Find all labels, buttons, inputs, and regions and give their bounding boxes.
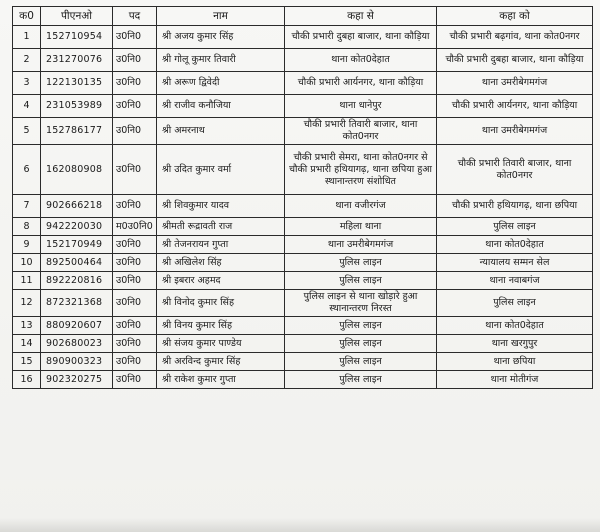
- cell-pno: 872321368: [41, 290, 113, 317]
- cell-from: थाना धानेपुर: [285, 95, 437, 118]
- cell-from: पुलिस लाइन: [285, 317, 437, 335]
- cell-pno: 902666218: [41, 195, 113, 218]
- cell-from: चौकी प्रभारी दुबहा बाजार, थाना कौड़िया: [285, 26, 437, 49]
- header-name: नाम: [157, 7, 285, 26]
- cell-post: उ0नि0: [113, 254, 157, 272]
- cell-to: थाना उमरीबेगमगंज: [437, 72, 593, 95]
- cell-name: श्री विनोद कुमार सिंह: [157, 290, 285, 317]
- cell-pno: 152786177: [41, 118, 113, 145]
- cell-serial: 6: [13, 145, 41, 195]
- header-from: कहा से: [285, 7, 437, 26]
- cell-post: उ0नि0: [113, 353, 157, 371]
- cell-pno: 942220030: [41, 218, 113, 236]
- table-row: [13, 195, 593, 218]
- cell-name: श्री इबरार अहमद: [157, 272, 285, 290]
- cell-serial: 3: [13, 72, 41, 95]
- cell-post: उ0नि0: [113, 371, 157, 389]
- cell-serial: 12: [13, 290, 41, 317]
- table-row: [13, 272, 593, 290]
- cell-pno: 231053989: [41, 95, 113, 118]
- table-row: [13, 254, 593, 272]
- cell-to: चौकी प्रभारी तिवारी बाजार, थाना कोत0नगर: [437, 145, 593, 195]
- cell-post: उ0नि0: [113, 49, 157, 72]
- table-row: [13, 317, 593, 335]
- cell-from: थाना कोत0देहात: [285, 49, 437, 72]
- table-row: [13, 290, 593, 317]
- cell-from: चौकी प्रभारी तिवारी बाजार, थाना कोत0नगर: [285, 118, 437, 145]
- cell-from: पुलिस लाइन: [285, 371, 437, 389]
- cell-name: श्री अमरनाथ: [157, 118, 285, 145]
- cell-post: उ0नि0: [113, 236, 157, 254]
- cell-name: श्री राकेश कुमार गुप्ता: [157, 371, 285, 389]
- cell-pno: 892500464: [41, 254, 113, 272]
- header-pno: पीएनओ: [41, 7, 113, 26]
- cell-to: थाना कोत0देहात: [437, 236, 593, 254]
- cell-serial: 4: [13, 95, 41, 118]
- cell-pno: 902320275: [41, 371, 113, 389]
- header-to: कहा को: [437, 7, 593, 26]
- cell-name: श्री शिवकुमार यादव: [157, 195, 285, 218]
- cell-from: पुलिस लाइन: [285, 335, 437, 353]
- cell-from: चौकी प्रभारी आर्यनगर, थाना कौड़िया: [285, 72, 437, 95]
- cell-to: थाना नवाबगंज: [437, 272, 593, 290]
- cell-serial: 9: [13, 236, 41, 254]
- cell-name: श्रीमती रूद्रावती राज: [157, 218, 285, 236]
- cell-post: उ0नि0: [113, 335, 157, 353]
- table-row: [13, 118, 593, 145]
- cell-serial: 10: [13, 254, 41, 272]
- cell-from: पुलिस लाइन: [285, 254, 437, 272]
- cell-serial: 7: [13, 195, 41, 218]
- table-row: [13, 95, 593, 118]
- page-edge-shadow: [0, 518, 600, 532]
- cell-to: चौकी प्रभारी दुबहा बाजार, थाना कौड़िया: [437, 49, 593, 72]
- table-header-row: [13, 7, 593, 26]
- header-serial: क0: [13, 7, 41, 26]
- cell-name: श्री संजय कुमार पाण्डेय: [157, 335, 285, 353]
- cell-post: म0उ0नि0: [113, 218, 157, 236]
- cell-to: चौकी प्रभारी बढ़गांव, थाना कोत0नगर: [437, 26, 593, 49]
- cell-pno: 902680023: [41, 335, 113, 353]
- cell-serial: 13: [13, 317, 41, 335]
- table-row: [13, 145, 593, 195]
- cell-post: उ0नि0: [113, 95, 157, 118]
- table-row: [13, 218, 593, 236]
- cell-serial: 14: [13, 335, 41, 353]
- cell-from: थाना वजीरगंज: [285, 195, 437, 218]
- cell-serial: 8: [13, 218, 41, 236]
- cell-name: श्री राजीव कनौजिया: [157, 95, 285, 118]
- cell-name: श्री विनय कुमार सिंह: [157, 317, 285, 335]
- cell-name: श्री तेजनरायन गुप्ता: [157, 236, 285, 254]
- cell-to: पुलिस लाइन: [437, 290, 593, 317]
- cell-serial: 11: [13, 272, 41, 290]
- cell-post: उ0नि0: [113, 118, 157, 145]
- table-body: [13, 26, 593, 389]
- cell-post: उ0नि0: [113, 195, 157, 218]
- cell-from: पुलिस लाइन से थाना खोड़ारे हुआ स्थानान्तरण निरस्त: [285, 290, 437, 317]
- table-row: [13, 353, 593, 371]
- cell-to: थाना खरगुपुर: [437, 335, 593, 353]
- cell-pno: 122130135: [41, 72, 113, 95]
- cell-serial: 2: [13, 49, 41, 72]
- cell-post: उ0नि0: [113, 272, 157, 290]
- cell-pno: 162080908: [41, 145, 113, 195]
- table-row: [13, 335, 593, 353]
- transfer-table: [12, 6, 593, 389]
- cell-from: पुलिस लाइन: [285, 353, 437, 371]
- cell-from: थाना उमरीबेगमगंज: [285, 236, 437, 254]
- cell-serial: 16: [13, 371, 41, 389]
- cell-from: चौकी प्रभारी सेमरा, थाना कोत0नगर से चौकी प्रभारी हथियागढ़, थाना छपिया हुआ स्थानान्तरण संशोधित: [285, 145, 437, 195]
- cell-name: श्री उदित कुमार वर्मा: [157, 145, 285, 195]
- cell-pno: 152170949: [41, 236, 113, 254]
- cell-serial: 15: [13, 353, 41, 371]
- cell-to: थाना उमरीबेगमगंज: [437, 118, 593, 145]
- cell-post: उ0नि0: [113, 290, 157, 317]
- cell-from: महिला थाना: [285, 218, 437, 236]
- cell-name: श्री अजय कुमार सिंह: [157, 26, 285, 49]
- table-row: [13, 371, 593, 389]
- cell-pno: 890900323: [41, 353, 113, 371]
- cell-name: श्री अरूण द्विवेदी: [157, 72, 285, 95]
- cell-to: न्यायालय सम्मन सेल: [437, 254, 593, 272]
- cell-pno: 880920607: [41, 317, 113, 335]
- cell-post: उ0नि0: [113, 317, 157, 335]
- cell-to: थाना मोतीगंज: [437, 371, 593, 389]
- cell-to: थाना कोत0देहात: [437, 317, 593, 335]
- cell-to: पुलिस लाइन: [437, 218, 593, 236]
- cell-post: उ0नि0: [113, 145, 157, 195]
- table-row: [13, 236, 593, 254]
- cell-pno: 152710954: [41, 26, 113, 49]
- table-row: [13, 49, 593, 72]
- cell-to: चौकी प्रभारी हथियागढ़, थाना छपिया: [437, 195, 593, 218]
- cell-serial: 5: [13, 118, 41, 145]
- cell-name: श्री अरविन्द कुमार सिंह: [157, 353, 285, 371]
- cell-name: श्री अखिलेश सिंह: [157, 254, 285, 272]
- cell-name: श्री गोलू कुमार तिवारी: [157, 49, 285, 72]
- cell-post: उ0नि0: [113, 72, 157, 95]
- cell-pno: 231270076: [41, 49, 113, 72]
- header-post: पद: [113, 7, 157, 26]
- cell-serial: 1: [13, 26, 41, 49]
- table-row: [13, 72, 593, 95]
- cell-to: चौकी प्रभारी आर्यनगर, थाना कौड़िया: [437, 95, 593, 118]
- cell-pno: 892220816: [41, 272, 113, 290]
- cell-to: थाना छपिया: [437, 353, 593, 371]
- cell-post: उ0नि0: [113, 26, 157, 49]
- table-row: [13, 26, 593, 49]
- cell-from: पुलिस लाइन: [285, 272, 437, 290]
